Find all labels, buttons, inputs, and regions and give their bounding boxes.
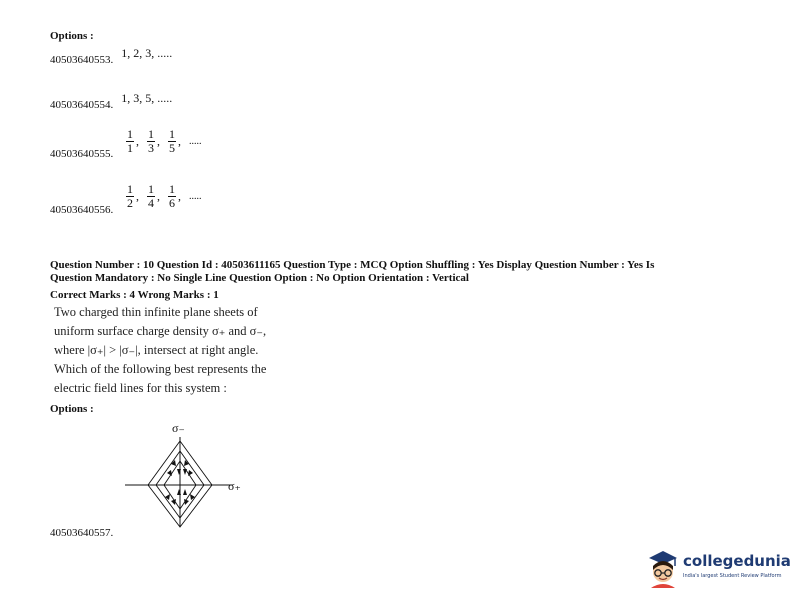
fraction: $\frac{1}{4}$ (148, 182, 154, 210)
fraction: $\frac{1}{6}$ (169, 182, 175, 210)
fraction: $\frac{1}{5}$ (169, 127, 175, 155)
sigma-minus-label: σ₋ (172, 421, 185, 435)
field-lines-diagram[interactable] (115, 415, 265, 530)
option-row[interactable] (50, 91, 173, 113)
question-line: electric field lines for this system : (54, 381, 227, 395)
option-row[interactable] (50, 46, 173, 68)
option-text: 1, 3, 5, ..... (121, 91, 173, 105)
option-text: 1, 2, 3, ..... (121, 46, 173, 60)
marks-line: Correct Marks : 4 Wrong Marks : 1 (50, 289, 219, 301)
fraction: $\frac{1}{3}$ (148, 127, 154, 155)
question-line: Which of the following best represents the (54, 362, 267, 376)
option-fraction-series: $\frac{1}{2}$ , $\frac{1}{4}$ , $\frac{1}{6}$ , ..... (127, 182, 202, 210)
question-text (54, 303, 334, 398)
option-id: 40503640555. (50, 148, 114, 160)
fraction: $\frac{1}{2}$ (127, 182, 133, 210)
collegedunia-logo (645, 546, 791, 590)
options-heading: Options : (50, 30, 94, 42)
option-fraction-series: $\frac{1}{1}$ , $\frac{1}{3}$ , $\frac{1}{5}$ , ..... (127, 127, 202, 155)
option-id: 40503640556. (50, 204, 114, 216)
student-mascot-icon (645, 548, 681, 588)
fraction: $\frac{1}{1}$ (127, 127, 133, 155)
option-id[interactable]: 40503640557. (50, 527, 114, 539)
question-line: uniform surface charge density σ₊ and σ₋, (54, 324, 267, 338)
options-heading: Options : (50, 403, 94, 415)
option-id: 40503640553. (50, 54, 114, 66)
logo-tagline: India's largest Student Review Platform (683, 573, 782, 579)
question-meta-line: Question Mandatory : No Single Line Question Option : No Option Orientation : Vertical (50, 272, 469, 284)
field-lines-svg (115, 415, 265, 530)
question-line: where |σ₊| > |σ₋|, intersect at right angle. (54, 343, 259, 357)
question-meta-line: Question Number : 10 Question Id : 40503611165 Question Type : MCQ Option Shuffling : Yes Display Question Number : Yes Is (50, 259, 655, 271)
sigma-plus-label: σ₊ (228, 479, 241, 493)
logo-wordmark: collegedunia (683, 552, 791, 570)
question-line: Two charged thin infinite plane sheets of (54, 305, 258, 319)
option-id: 40503640554. (50, 99, 114, 111)
question-meta (50, 259, 750, 285)
